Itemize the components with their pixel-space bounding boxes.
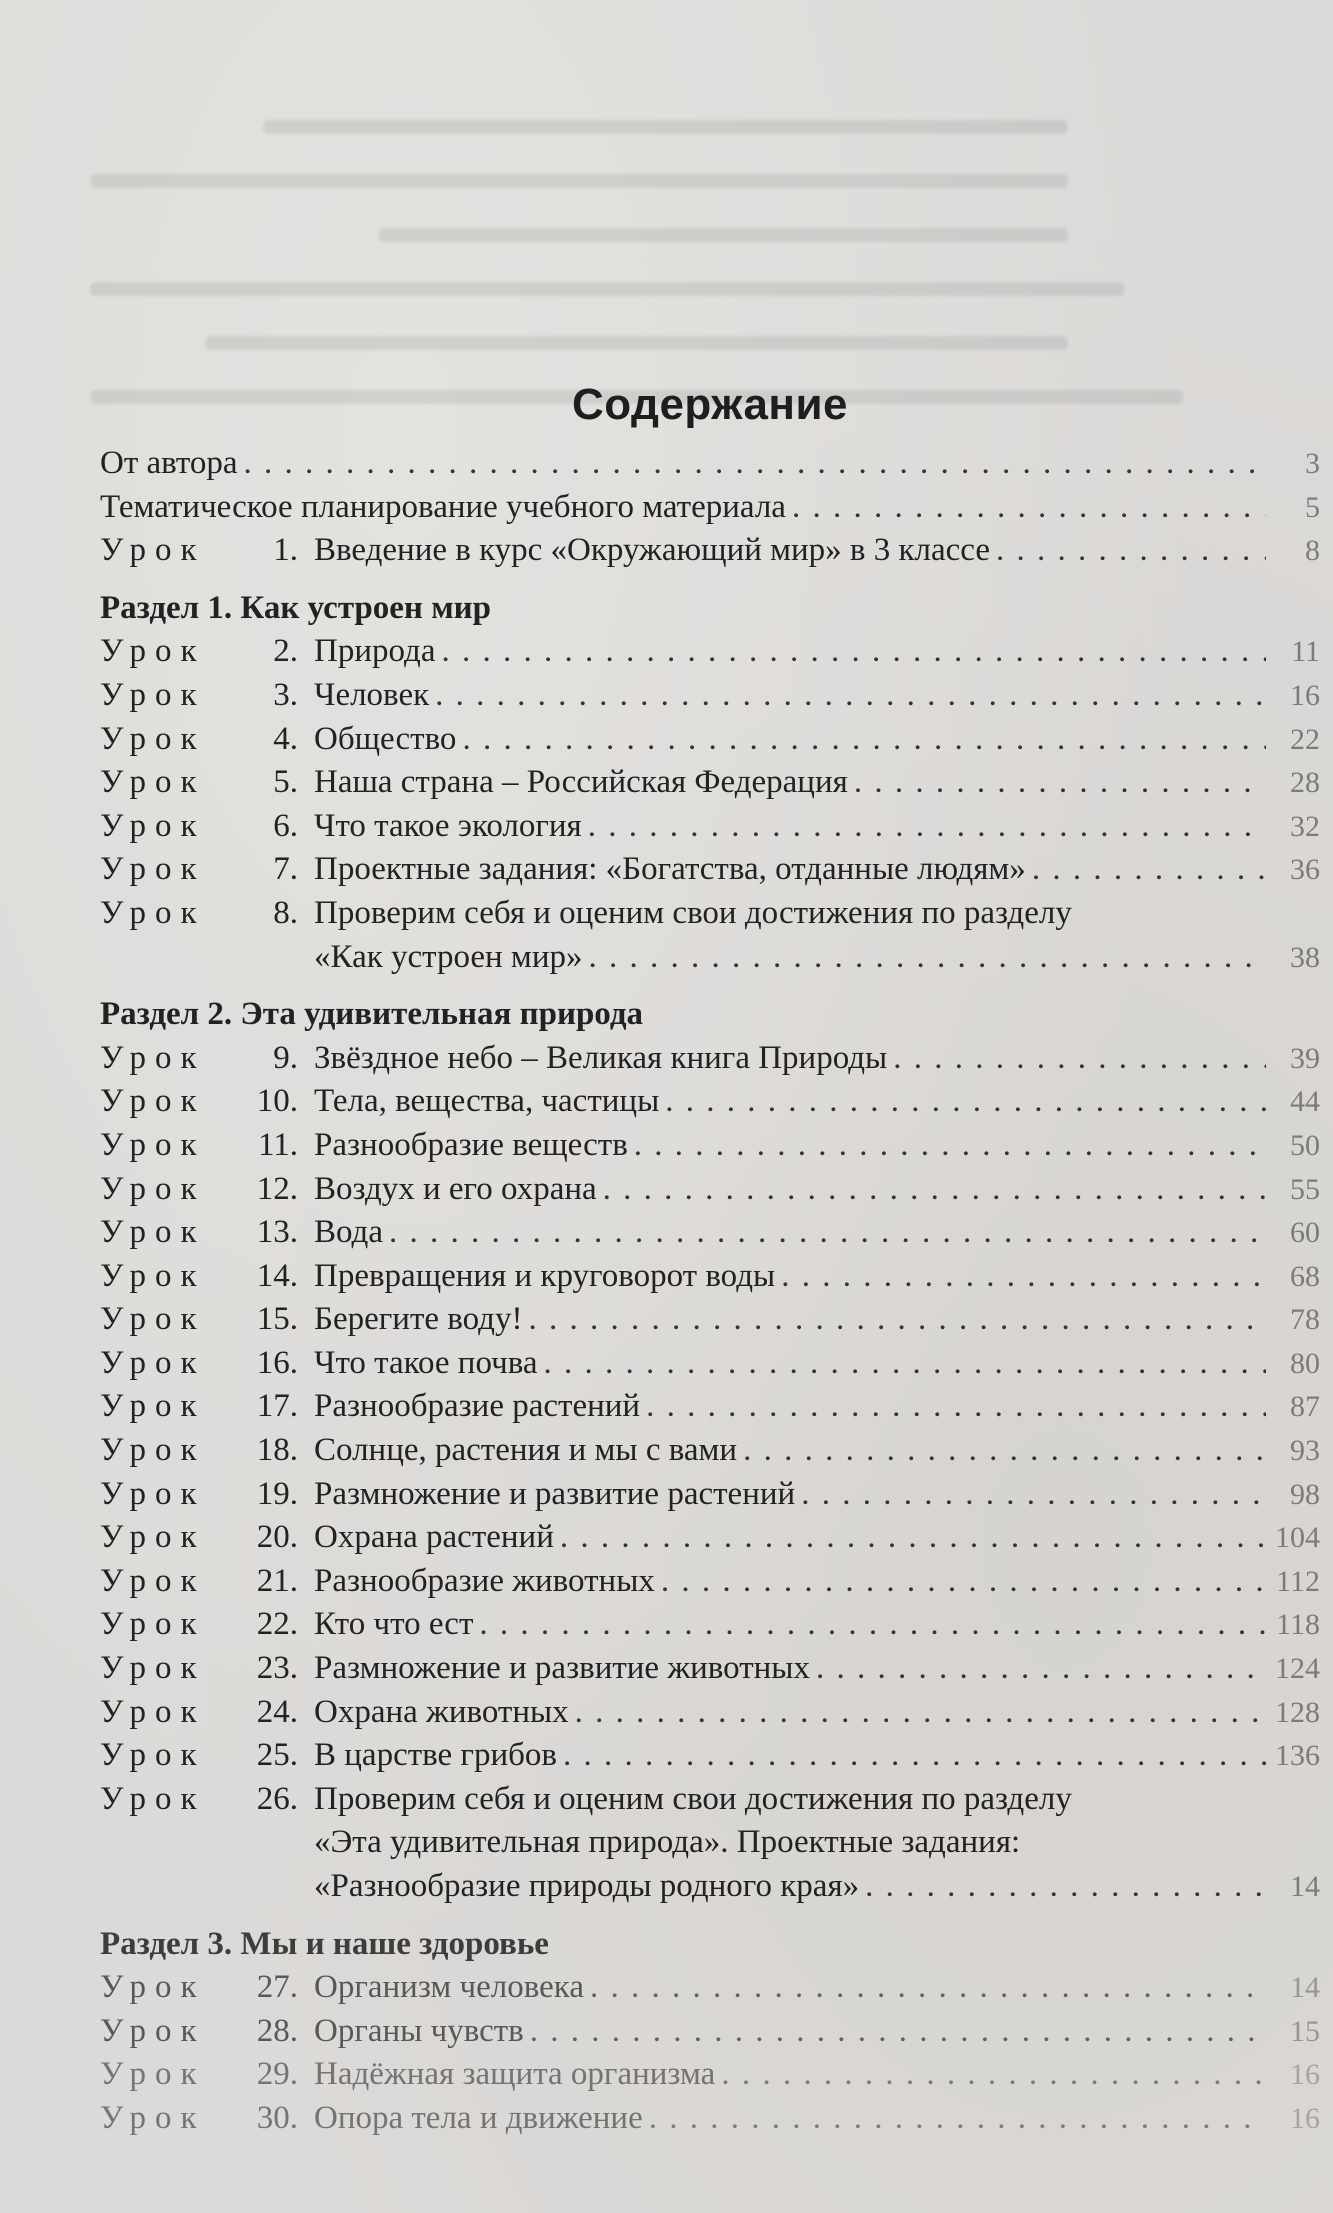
- lesson-word: Урок: [100, 1737, 206, 1774]
- toc-entry: [100, 529, 1320, 573]
- lesson-number: 14.: [256, 1257, 298, 1294]
- dot-leader: [603, 1168, 1266, 1212]
- toc-entry: [100, 1516, 1320, 1560]
- toc-entry: [100, 1080, 1320, 1124]
- page-number: 44: [1290, 1085, 1320, 1119]
- lesson-word: Урок: [100, 1780, 206, 1817]
- toc-entry: [100, 442, 1320, 486]
- page-number: 22: [1290, 722, 1320, 756]
- toc-entry: [100, 1778, 1320, 1822]
- page-number: 3: [1305, 447, 1320, 480]
- toc-entry: [100, 1429, 1320, 1473]
- dot-leader: [996, 529, 1266, 573]
- lesson-number: 11.: [257, 1126, 298, 1163]
- lesson-number: 7.: [273, 851, 298, 888]
- section-heading: Раздел 1. Как устроен мир: [100, 589, 492, 626]
- lesson-number: 18.: [256, 1432, 298, 1469]
- page-number: 36: [1290, 853, 1320, 887]
- lesson-word: Урок: [100, 851, 206, 888]
- entry-title: Что такое экология: [314, 807, 582, 844]
- lesson-number: 20.: [256, 1519, 298, 1556]
- toc-entry: [100, 1603, 1320, 1647]
- dot-leader: [1032, 848, 1266, 892]
- lesson-word: Урок: [100, 720, 206, 757]
- lesson-number: 26.: [256, 1780, 298, 1817]
- bleed-through-text: [90, 80, 1240, 410]
- page-number: 78: [1290, 1303, 1320, 1337]
- page-number: 50: [1290, 1128, 1320, 1162]
- dot-leader: [661, 1560, 1266, 1604]
- entry-title: Наша страна – Российская Федерация: [314, 764, 848, 801]
- entry-title: Превращения и круговорот воды: [314, 1257, 776, 1294]
- entry-title: Общество: [314, 720, 457, 757]
- dot-leader: [244, 442, 1266, 486]
- dot-leader: [792, 486, 1266, 530]
- lesson-number: 21.: [256, 1562, 298, 1599]
- entry-title: Охрана растений: [314, 1519, 554, 1556]
- entry-title: Берегите воду!: [314, 1301, 523, 1338]
- dot-leader: [560, 1516, 1266, 1560]
- entry-title: Органы чувств: [314, 2012, 524, 2049]
- section-heading: Раздел 2. Эта удивительная природа: [100, 996, 644, 1033]
- entry-title: Организм человека: [314, 1969, 584, 2006]
- dot-leader: [590, 1966, 1266, 2010]
- lesson-number: 22.: [256, 1606, 298, 1643]
- entry-title: Разнообразие животных: [314, 1562, 655, 1599]
- toc-entry: [100, 1560, 1320, 1604]
- lesson-number: 19.: [256, 1475, 298, 1512]
- toc-entry: [100, 630, 1320, 674]
- page-number: 16: [1290, 2101, 1320, 2135]
- lesson-word: Урок: [100, 1214, 206, 1251]
- entry-title: Звёздное небо – Великая книга Природы: [314, 1039, 888, 1076]
- lesson-word: Урок: [100, 1693, 206, 1730]
- toc-entry: [100, 1734, 1320, 1778]
- lesson-number: 16.: [256, 1344, 298, 1381]
- page-number: 118: [1276, 1608, 1320, 1642]
- dot-leader: [854, 761, 1266, 805]
- entry-title: Природа: [314, 633, 436, 670]
- entry-title: Человек: [314, 676, 430, 713]
- lesson-number: 15.: [256, 1301, 298, 1338]
- page-number: 32: [1290, 809, 1320, 843]
- page-title: Содержание: [571, 380, 849, 429]
- lesson-word: Урок: [100, 1562, 206, 1599]
- page-number: 112: [1276, 1564, 1320, 1598]
- toc-entry-continuation: [100, 1821, 1320, 1865]
- lesson-number: 8.: [273, 894, 298, 931]
- lesson-word: Урок: [100, 1388, 206, 1425]
- entry-title: Введение в курс «Окружающий мир» в 3 классе: [314, 532, 991, 569]
- toc-entry: [100, 892, 1320, 936]
- lesson-number: 25.: [256, 1737, 298, 1774]
- page-number: 28: [1290, 766, 1320, 800]
- dot-leader: [563, 1734, 1266, 1778]
- toc-entry-continuation: [100, 1865, 1320, 1909]
- dot-leader: [389, 1211, 1266, 1255]
- page-number: 98: [1290, 1477, 1320, 1511]
- dot-leader: [865, 1865, 1266, 1909]
- lesson-word: Урок: [100, 894, 206, 931]
- entry-title: Проверим себя и оценим свои достижения по разделу: [314, 894, 1072, 931]
- page-number: 60: [1290, 1216, 1320, 1250]
- entry-title-continuation: «Как устроен мир»: [314, 938, 583, 975]
- toc-entry: [100, 848, 1320, 892]
- lesson-number: 1.: [273, 532, 298, 569]
- toc-entry: [100, 2053, 1320, 2097]
- dot-leader: [743, 1429, 1266, 1473]
- entry-title: В царстве грибов: [314, 1737, 557, 1774]
- page-number: 55: [1290, 1172, 1320, 1206]
- toc-entry: [100, 761, 1320, 805]
- toc-entry: [100, 1385, 1320, 1429]
- lesson-word: Урок: [100, 2012, 206, 2049]
- page-number: 5: [1305, 490, 1320, 524]
- lesson-word: Урок: [100, 1301, 206, 1338]
- lesson-number: 12.: [256, 1170, 298, 1207]
- lesson-number: 2.: [273, 633, 298, 670]
- lesson-word: Урок: [100, 807, 206, 844]
- lesson-number: 29.: [256, 2056, 298, 2093]
- lesson-number: 24.: [256, 1693, 298, 1730]
- entry-title-continuation: «Эта удивительная природа». Проектные задания:: [314, 1824, 1021, 1861]
- lesson-number: 28.: [256, 2012, 298, 2049]
- dot-leader: [462, 718, 1266, 762]
- section-heading: Раздел 3. Мы и наше здоровье: [100, 1925, 549, 1962]
- dot-leader: [479, 1603, 1266, 1647]
- page-number: 39: [1290, 1041, 1320, 1075]
- lesson-word: Урок: [100, 1039, 206, 1076]
- page-number: 38: [1290, 940, 1320, 974]
- toc-entry: [100, 1168, 1320, 1212]
- toc-entry: [100, 2097, 1320, 2141]
- toc-entry: [100, 1342, 1320, 1386]
- entry-title: Проектные задания: «Богатства, отданные людям»: [314, 851, 1026, 888]
- toc-page: [100, 380, 1320, 2141]
- page-number: 16: [1290, 2058, 1320, 2092]
- page-number: 104: [1275, 1521, 1320, 1555]
- dot-leader: [588, 805, 1266, 849]
- lesson-number: 6.: [273, 807, 298, 844]
- lesson-number: 9.: [273, 1039, 298, 1076]
- entry-title: От автора: [100, 445, 238, 481]
- toc-entry: [100, 1211, 1320, 1255]
- dot-leader: [665, 1080, 1266, 1124]
- page-number: 8: [1305, 534, 1320, 568]
- lesson-number: 17.: [256, 1388, 298, 1425]
- toc-entry: [100, 805, 1320, 849]
- page-number: 87: [1290, 1390, 1320, 1424]
- dot-leader: [435, 674, 1266, 718]
- lesson-number: 27.: [256, 1969, 298, 2006]
- page-number: 93: [1290, 1434, 1320, 1468]
- lesson-word: Урок: [100, 2056, 206, 2093]
- page-number: 80: [1290, 1346, 1320, 1380]
- entry-title: Вода: [314, 1214, 383, 1251]
- toc-entry: [100, 1124, 1320, 1168]
- toc-entry: [100, 1255, 1320, 1299]
- toc-entry: [100, 718, 1320, 762]
- lesson-word: Урок: [100, 1432, 206, 1469]
- dot-leader: [781, 1255, 1266, 1299]
- entry-title: Воздух и его охрана: [314, 1170, 597, 1207]
- page-number: 124: [1275, 1652, 1320, 1686]
- lesson-number: 13.: [256, 1214, 298, 1251]
- page-number: 14: [1290, 1971, 1320, 2005]
- page-number: 15: [1290, 2014, 1320, 2048]
- toc-entry: [100, 1691, 1320, 1735]
- toc-entry: [100, 1473, 1320, 1517]
- lesson-word: Урок: [100, 1083, 206, 1120]
- dot-leader: [588, 936, 1266, 980]
- page-number: 136: [1275, 1739, 1320, 1773]
- entry-title: Тела, вещества, частицы: [314, 1083, 660, 1120]
- entry-title: Разнообразие растений: [314, 1388, 641, 1425]
- lesson-number: 30.: [256, 2099, 298, 2136]
- entry-title: Опора тела и движение: [314, 2099, 643, 2136]
- entry-title: Размножение и развитие растений: [314, 1475, 796, 1512]
- lesson-word: Урок: [100, 764, 206, 801]
- dot-leader: [530, 2010, 1266, 2054]
- toc-entry: [100, 2010, 1320, 2054]
- toc-entry: [100, 1966, 1320, 2010]
- lesson-word: Урок: [100, 1519, 206, 1556]
- dot-leader: [801, 1473, 1266, 1517]
- lesson-number: 23.: [256, 1650, 298, 1687]
- lesson-word: Урок: [100, 532, 206, 569]
- lesson-word: Урок: [100, 1257, 206, 1294]
- lesson-number: 5.: [273, 764, 298, 801]
- lesson-word: Урок: [100, 1650, 206, 1687]
- toc-entry: [100, 486, 1320, 530]
- entry-title: Проверим себя и оценим свои достижения по разделу: [314, 1780, 1072, 1817]
- dot-leader: [893, 1037, 1266, 1081]
- entry-title: Надёжная защита организма: [314, 2056, 716, 2093]
- entry-title: Кто что ест: [314, 1606, 474, 1643]
- dot-leader: [646, 1385, 1266, 1429]
- dot-leader: [441, 630, 1266, 674]
- entry-title: Тематическое планирование учебного материала: [100, 488, 786, 525]
- page-number: 68: [1290, 1259, 1320, 1293]
- lesson-word: Урок: [100, 1344, 206, 1381]
- lesson-word: Урок: [100, 2099, 206, 2136]
- entry-title: Разнообразие веществ: [314, 1126, 628, 1163]
- toc-list: [100, 442, 1320, 2141]
- toc-entry-continuation: [100, 936, 1320, 980]
- lesson-word: Урок: [100, 676, 206, 713]
- lesson-word: Урок: [100, 1969, 206, 2006]
- entry-title: Что такое почва: [314, 1344, 538, 1381]
- entry-title: Охрана животных: [314, 1693, 569, 1730]
- dot-leader: [721, 2053, 1266, 2097]
- entry-title: Солнце, растения и мы с вами: [314, 1432, 738, 1469]
- toc-entry: [100, 674, 1320, 718]
- lesson-word: Урок: [100, 1170, 206, 1207]
- entry-title-continuation: «Разнообразие природы родного края»: [314, 1868, 860, 1904]
- lesson-word: Урок: [100, 633, 206, 670]
- page-number: 128: [1275, 1695, 1320, 1729]
- lesson-word: Урок: [100, 1475, 206, 1512]
- lesson-number: 4.: [273, 720, 298, 757]
- page-number: 16: [1290, 678, 1320, 712]
- dot-leader: [634, 1124, 1266, 1168]
- page-number: 11: [1291, 635, 1320, 669]
- toc-entry: [100, 1298, 1320, 1342]
- dot-leader: [528, 1298, 1266, 1342]
- page-number: 14: [1290, 1870, 1320, 1903]
- toc-entry: [100, 1647, 1320, 1691]
- lesson-number: 3.: [273, 676, 298, 713]
- dot-leader: [544, 1342, 1266, 1386]
- dot-leader: [816, 1647, 1266, 1691]
- dot-leader: [575, 1691, 1266, 1735]
- dot-leader: [649, 2097, 1266, 2141]
- lesson-word: Урок: [100, 1606, 206, 1643]
- toc-entry: [100, 1037, 1320, 1081]
- entry-title: Размножение и развитие животных: [314, 1650, 810, 1687]
- lesson-number: 10.: [256, 1083, 298, 1120]
- lesson-word: Урок: [100, 1126, 206, 1163]
